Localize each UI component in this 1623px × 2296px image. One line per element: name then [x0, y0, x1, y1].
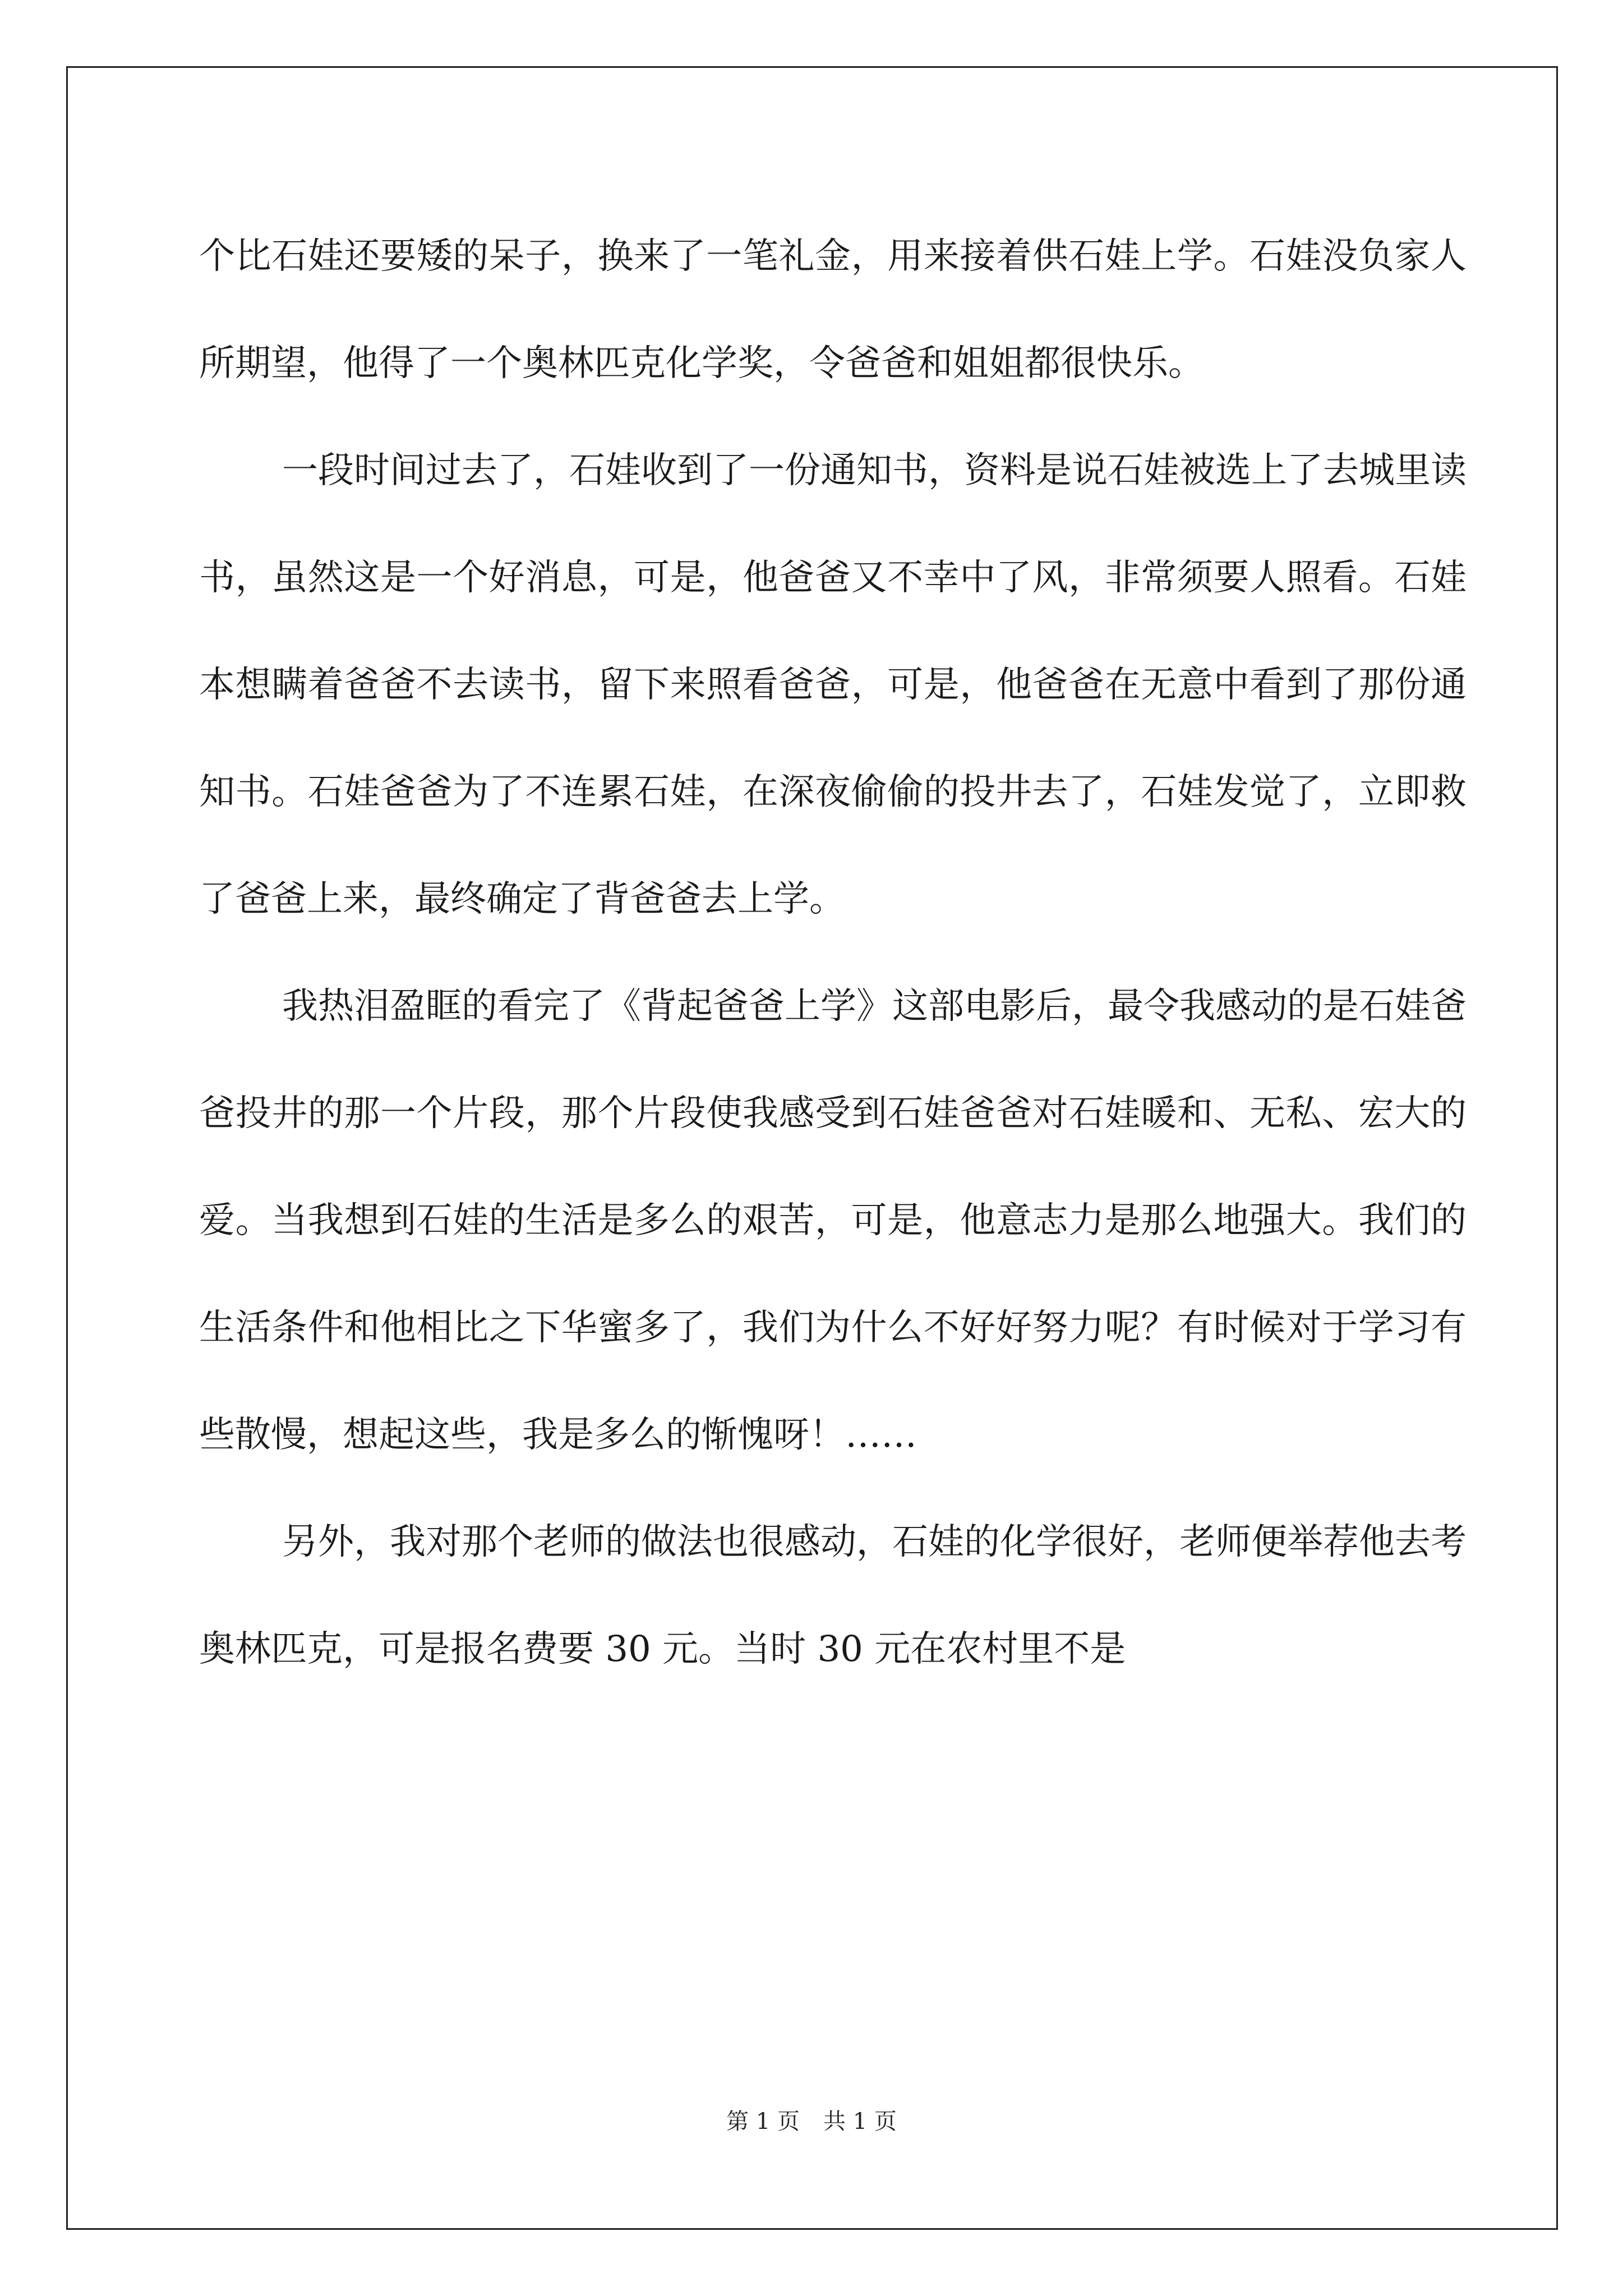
paragraph-3: 我热泪盈眶的看完了《背起爸爸上学》这部电影后，最令我感动的是石娃爸爸投井的那一个片段，那个片段使我感受到石娃爸爸对石娃暖和、无私、宏大的爱。当我想到石娃的生活是多么的艰苦，可是，他意志力是那么地强大。我们的生活条件和他相比之下华蜜多了，我们为什么不好好努力呢？有时候对于学习有些散慢，想起这些，我是多么的惭愧呀！……: [199, 986, 1467, 1456]
page-number: 第 1 页: [726, 2109, 800, 2134]
paragraph-2: 一段时间过去了，石娃收到了一份通知书，资料是说石娃被选上了去城里读书，虽然这是一个好消息，可是，他爸爸又不幸中了风，非常须要人照看。石娃本想瞒着爸爸不去读书，留下来照看爸爸，可是，他爸爸在无意中看到了那份通知书。石娃爸爸为了不连累石娃，在深夜偷偷的投井去了，石娃发觉了，立即救了爸爸上来，最终确定了背爸爸去上学。: [199, 450, 1467, 920]
document-body: [199, 203, 1467, 1703]
page-total: 共 1 页: [823, 2109, 897, 2134]
paragraph-4: 另外，我对那个老师的做法也很感动，石娃的化学很好，老师便举荐他去考奥林匹克，可是报名费要 30 元。当时 30 元在农村里不是: [199, 1521, 1467, 1670]
page-footer: [0, 2104, 1623, 2136]
paragraph-1: 个比石娃还要矮的呆子，换来了一笔礼金，用来接着供石娃上学。石娃没负家人所期望，他得了一个奥林匹克化学奖，令爸爸和姐姐都很快乐。: [199, 236, 1467, 384]
